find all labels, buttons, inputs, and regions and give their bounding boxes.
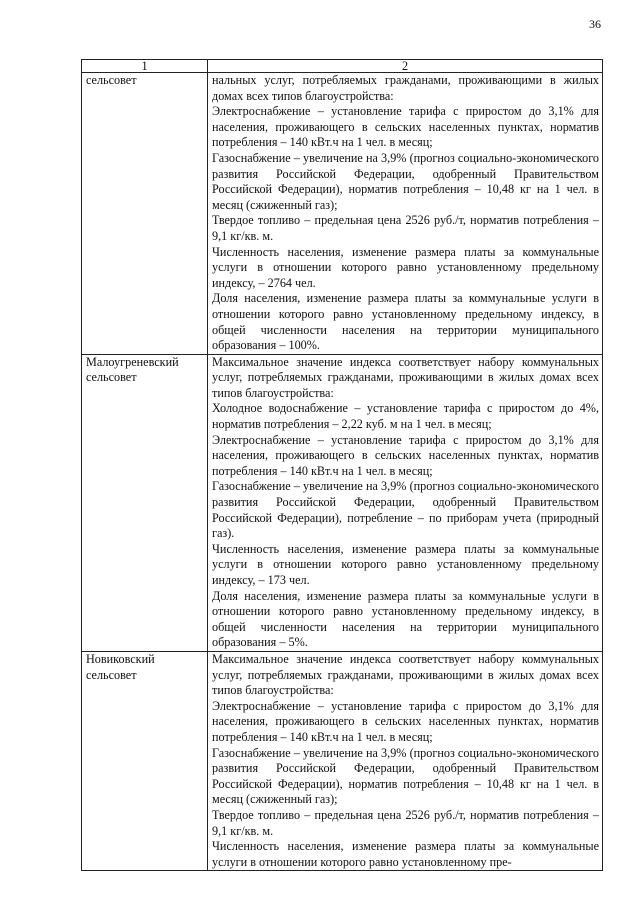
paragraph: Холодное водоснабжение – установление тарифа с приростом до 4%, норматив потребления – 2,22 куб. м на 1 чел. в месяц; — [212, 401, 599, 432]
paragraph: Газоснабжение – увеличение на 3,9% (прогноз социально-экономического развития Российской Федерации, одобренный Правительством Российской Федерации), норматив потребления – 10,48 кг на 1 чел. в месяц (сжиженный газ); — [212, 150, 599, 212]
paragraph: Твердое топливо – предельная цена 2526 руб./т, норматив потребления – 9,1 кг/кв. м. — [212, 807, 599, 838]
paragraph: Доля населения, изменение размера платы за коммунальные услуги в отношении которого равно установленному предельному индексу, в общей численности населения на территории муниципального образования – 100%. — [212, 291, 599, 353]
paragraph: Численность населения, изменение размера платы за коммунальные услуги в отношении которого равно установленному предельному индексу, – 2764 чел. — [212, 244, 599, 290]
table-row — [82, 651, 603, 870]
municipality-name: Новиковский сельсовет — [82, 651, 208, 870]
row-content — [208, 651, 603, 870]
paragraph: нальных услуг, потребляемых гражданами, проживающими в жилых домах всех типов благоустройства: — [212, 73, 599, 103]
municipality-name: сельсовет — [82, 73, 208, 355]
table-row — [82, 73, 603, 355]
column-header-1: 1 — [82, 60, 208, 73]
page-number: 36 — [589, 17, 601, 31]
paragraph: Электроснабжение – установление тарифа с приростом до 3,1% для населения, проживающего в сельских населенных пунктах, норматив потребления – 140 кВт.ч на 1 чел. в месяц; — [212, 698, 599, 744]
paragraph: Твердое топливо – предельная цена 2526 руб./т, норматив потребления – 9,1 кг/кв. м. — [212, 213, 599, 243]
column-header-2: 2 — [208, 60, 603, 73]
row-content — [208, 354, 603, 651]
paragraph: Максимальное значение индекса соответствует набору коммунальных услуг, потребляемых гражданами, проживающими в жилых домах всех типов благоустройства: — [212, 651, 599, 698]
paragraph: Газоснабжение – увеличение на 3,9% (прогноз социально-экономического развития Российской Федерации, одобренный Правительством Российской Федерации), норматив потребления – 10,48 кг на 1 чел. в месяц (сжиженный газ); — [212, 745, 599, 807]
paragraph: Численность населения, изменение размера платы за коммунальные услуги в отношении которого равно установленному предельному индексу, – 173 чел. — [212, 541, 599, 587]
table-row — [82, 354, 603, 651]
row-content — [208, 73, 603, 355]
paragraph: Газоснабжение – увеличение на 3,9% (прогноз социально-экономического развития Российской Федерации, одобренный Правительством Российской Федерации), потребление – по приборам учета (природный газ). — [212, 479, 599, 541]
paragraph: Электроснабжение – установление тарифа с приростом до 3,1% для населения, проживающего в сельских населенных пунктах, норматив потребления – 140 кВт.ч на 1 чел. в месяц; — [212, 104, 599, 150]
municipality-name: Малоугреневский сельсовет — [82, 354, 208, 651]
table-header-row — [82, 60, 603, 73]
paragraph: Электроснабжение – установление тарифа с приростом до 3,1% для населения, проживающего в сельских населенных пунктах, норматив потребления – 140 кВт.ч на 1 чел. в месяц; — [212, 432, 599, 478]
indices-table — [81, 59, 603, 871]
paragraph: Максимальное значение индекса соответствует набору коммунальных услуг, потребляемых гражданами, проживающими в жилых домах всех типов благоустройства: — [212, 354, 599, 400]
paragraph: Численность населения, изменение размера платы за коммунальные услуги в отношении которого равно установленному пре- — [212, 839, 599, 869]
paragraph: Доля населения, изменение размера платы за коммунальные услуги в отношении которого равно установленному предельному индексу, в общей численности населения на территории муниципального образования – 5%. — [212, 588, 599, 650]
